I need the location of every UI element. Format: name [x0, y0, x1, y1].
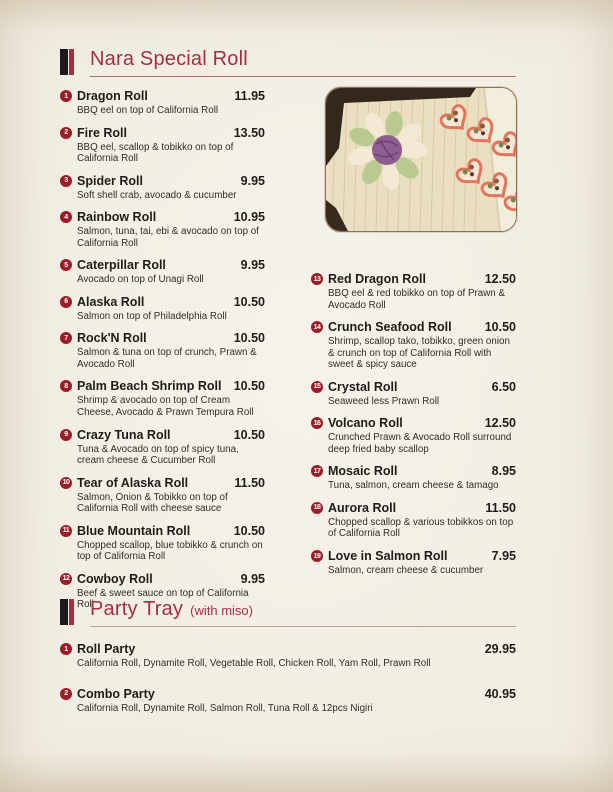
item-name: Dragon Roll [77, 89, 148, 103]
menu-item [311, 416, 516, 455]
item-number-badge: 2 [60, 127, 72, 139]
item-name: Roll Party [77, 642, 136, 656]
menu-item [60, 524, 265, 563]
item-name: Mosaic Roll [328, 464, 398, 479]
section-party-tray [60, 598, 516, 731]
item-price: 10.50 [233, 427, 265, 442]
item-name: Rainbow Roll [77, 210, 157, 225]
section-subtitle: (with miso) [190, 603, 253, 618]
item-name: Crazy Tuna Roll [77, 427, 171, 442]
item-price: 10.95 [233, 210, 265, 225]
item-description: Salmon, tuna, tai, ebi & avocado on top of California Roll [77, 226, 259, 249]
item-description: Beef & sweet sauce on top of California Roll [77, 587, 249, 611]
item-price: 13.50 [233, 125, 265, 140]
item-name: Crystal Roll [328, 379, 398, 394]
section-title: Party Tray [90, 598, 184, 620]
item-price: 11.50 [234, 475, 265, 490]
item-price: 10.50 [233, 379, 265, 394]
item-description: Tuna, salmon, cream cheese & tamago [328, 480, 499, 492]
item-name: Alaska Roll [77, 294, 145, 309]
menu-item [311, 501, 516, 540]
item-price: 7.95 [491, 549, 516, 564]
item-description: Shrimp & avocado on top of Cream Cheese, Avocado & Prawn Tempura Roll [77, 395, 254, 419]
item-name: Cowboy Roll [77, 571, 153, 586]
item-number-badge: 10 [60, 477, 72, 489]
item-name: Combo Party [77, 686, 155, 701]
item-description: Avocado on top of Unagi Roll [77, 274, 204, 286]
item-number-badge: 3 [60, 175, 72, 187]
item-description: Salmon, Onion & Tobikko on top of California Roll with cheese sauce [77, 491, 228, 515]
item-name: Blue Mountain Roll [77, 523, 191, 538]
menu-item [60, 687, 516, 715]
item-description: California Roll, Dynamite Roll, Salmon Roll, Tuna Roll & 12pcs Nigiri [77, 702, 373, 714]
left-column [60, 89, 265, 620]
item-price: 12.50 [484, 272, 516, 286]
item-number-badge: 18 [311, 502, 323, 514]
item-price: 11.95 [234, 89, 265, 103]
menu-item [60, 89, 265, 117]
menu-item [311, 549, 516, 577]
menu-item [60, 331, 265, 370]
menu-item [60, 126, 265, 165]
right-column [311, 89, 516, 620]
item-price: 12.50 [484, 416, 516, 431]
item-price: 29.95 [484, 642, 516, 656]
item-price: 10.50 [484, 320, 516, 335]
item-price: 11.50 [485, 500, 516, 515]
section-nara-special-roll [60, 48, 516, 620]
section-marker-icon [60, 599, 74, 627]
item-description: Tuna & Avocado on top of spicy tuna, cream cheese & Cucumber Roll [77, 443, 239, 467]
item-price: 8.95 [491, 464, 516, 479]
menu-item [311, 320, 516, 371]
item-price: 40.95 [484, 686, 516, 701]
item-name: Red Dragon Roll [328, 272, 426, 286]
item-name: Crunch Seafood Roll [328, 320, 452, 335]
item-description: Shrimp, scallop tako, tobikko, green onion & crunch on top of California Roll with sweet & spicy sauce [328, 336, 510, 371]
item-number-badge: 9 [60, 429, 72, 441]
menu-item [60, 258, 265, 286]
item-price: 9.95 [240, 173, 265, 188]
item-name: Volcano Roll [328, 416, 403, 431]
item-name: Fire Roll [77, 125, 128, 140]
item-description: Seaweed less Prawn Roll [328, 395, 440, 407]
item-name: Aurora Roll [328, 500, 397, 515]
marker-red-bar [69, 49, 74, 75]
item-name: Love in Salmon Roll [328, 549, 448, 564]
item-description: Salmon, cream cheese & cucumber [328, 565, 484, 577]
menu-item [311, 272, 516, 311]
menu-item [60, 174, 265, 202]
item-name: Palm Beach Shrimp Roll [77, 379, 222, 394]
item-number-badge: 19 [311, 550, 323, 562]
item-description: Soft shell crab, avocado & cucumber [77, 189, 237, 201]
item-price: 9.95 [240, 258, 265, 273]
item-name: Rock'N Roll [77, 331, 147, 346]
item-number-badge: 16 [311, 417, 323, 429]
item-number-badge: 4 [60, 211, 72, 223]
item-description: Chopped scallop, blue tobikko & crunch on top of California Roll [77, 539, 263, 563]
menu-item [311, 380, 516, 408]
sushi-platter-photo [325, 87, 517, 232]
item-number-badge: 13 [311, 273, 323, 285]
item-price: 9.95 [240, 571, 265, 586]
item-number-badge: 15 [311, 381, 323, 393]
section-header [60, 48, 516, 77]
item-price: 10.50 [233, 294, 265, 309]
item-price: 10.50 [233, 523, 265, 538]
menu-item [60, 476, 265, 515]
item-number-badge: 17 [311, 465, 323, 477]
item-number-badge: 11 [60, 525, 72, 537]
item-name: Caterpillar Roll [77, 258, 166, 273]
item-number-badge: 1 [60, 90, 72, 102]
section-title-wrap [90, 598, 516, 627]
section-title-wrap [90, 48, 516, 77]
menu-item [60, 642, 516, 670]
section-title: Nara Special Roll [90, 48, 248, 70]
item-description: BBQ eel on top of California Roll [77, 105, 219, 116]
item-description: BBQ eel & red tobikko on top of Prawn & Avocado Roll [328, 288, 505, 311]
item-number-badge: 6 [60, 296, 72, 308]
menu-item [60, 295, 265, 323]
item-price: 10.50 [233, 331, 265, 346]
item-name: Tear of Alaska Roll [77, 475, 189, 490]
item-description: California Roll, Dynamite Roll, Vegetable Roll, Chicken Roll, Yam Roll, Prawn Roll [77, 658, 431, 669]
menu-item [311, 464, 516, 492]
item-number-badge: 5 [60, 259, 72, 271]
item-number-badge: 1 [60, 643, 72, 655]
marker-black-bar [60, 49, 68, 75]
marker-red-bar [69, 599, 74, 625]
menu-item [60, 428, 265, 467]
item-name: Spider Roll [77, 173, 143, 188]
item-description: Salmon on top of Philadelphia Roll [77, 310, 227, 322]
item-description: Crunched Prawn & Avocado Roll surround deep fried baby scallop [328, 432, 512, 455]
item-number-badge: 8 [60, 380, 72, 392]
item-price: 6.50 [491, 379, 516, 394]
section-marker-icon [60, 49, 74, 77]
item-number-badge: 14 [311, 321, 323, 333]
menu-item [60, 210, 265, 249]
item-description: Chopped scallop & various tobikkos on top of California Roll [328, 516, 514, 540]
item-number-badge: 12 [60, 573, 72, 585]
item-description: Salmon & tuna on top of crunch, Prawn & Avocado Roll [77, 347, 257, 370]
item-description: BBQ eel, scallop & tobikko on top of California Roll [77, 141, 234, 165]
item-number-badge: 2 [60, 688, 72, 700]
menu-item [60, 379, 265, 418]
menu-columns [60, 89, 516, 620]
item-number-badge: 7 [60, 332, 72, 344]
marker-black-bar [60, 599, 68, 625]
section-header [60, 598, 516, 627]
